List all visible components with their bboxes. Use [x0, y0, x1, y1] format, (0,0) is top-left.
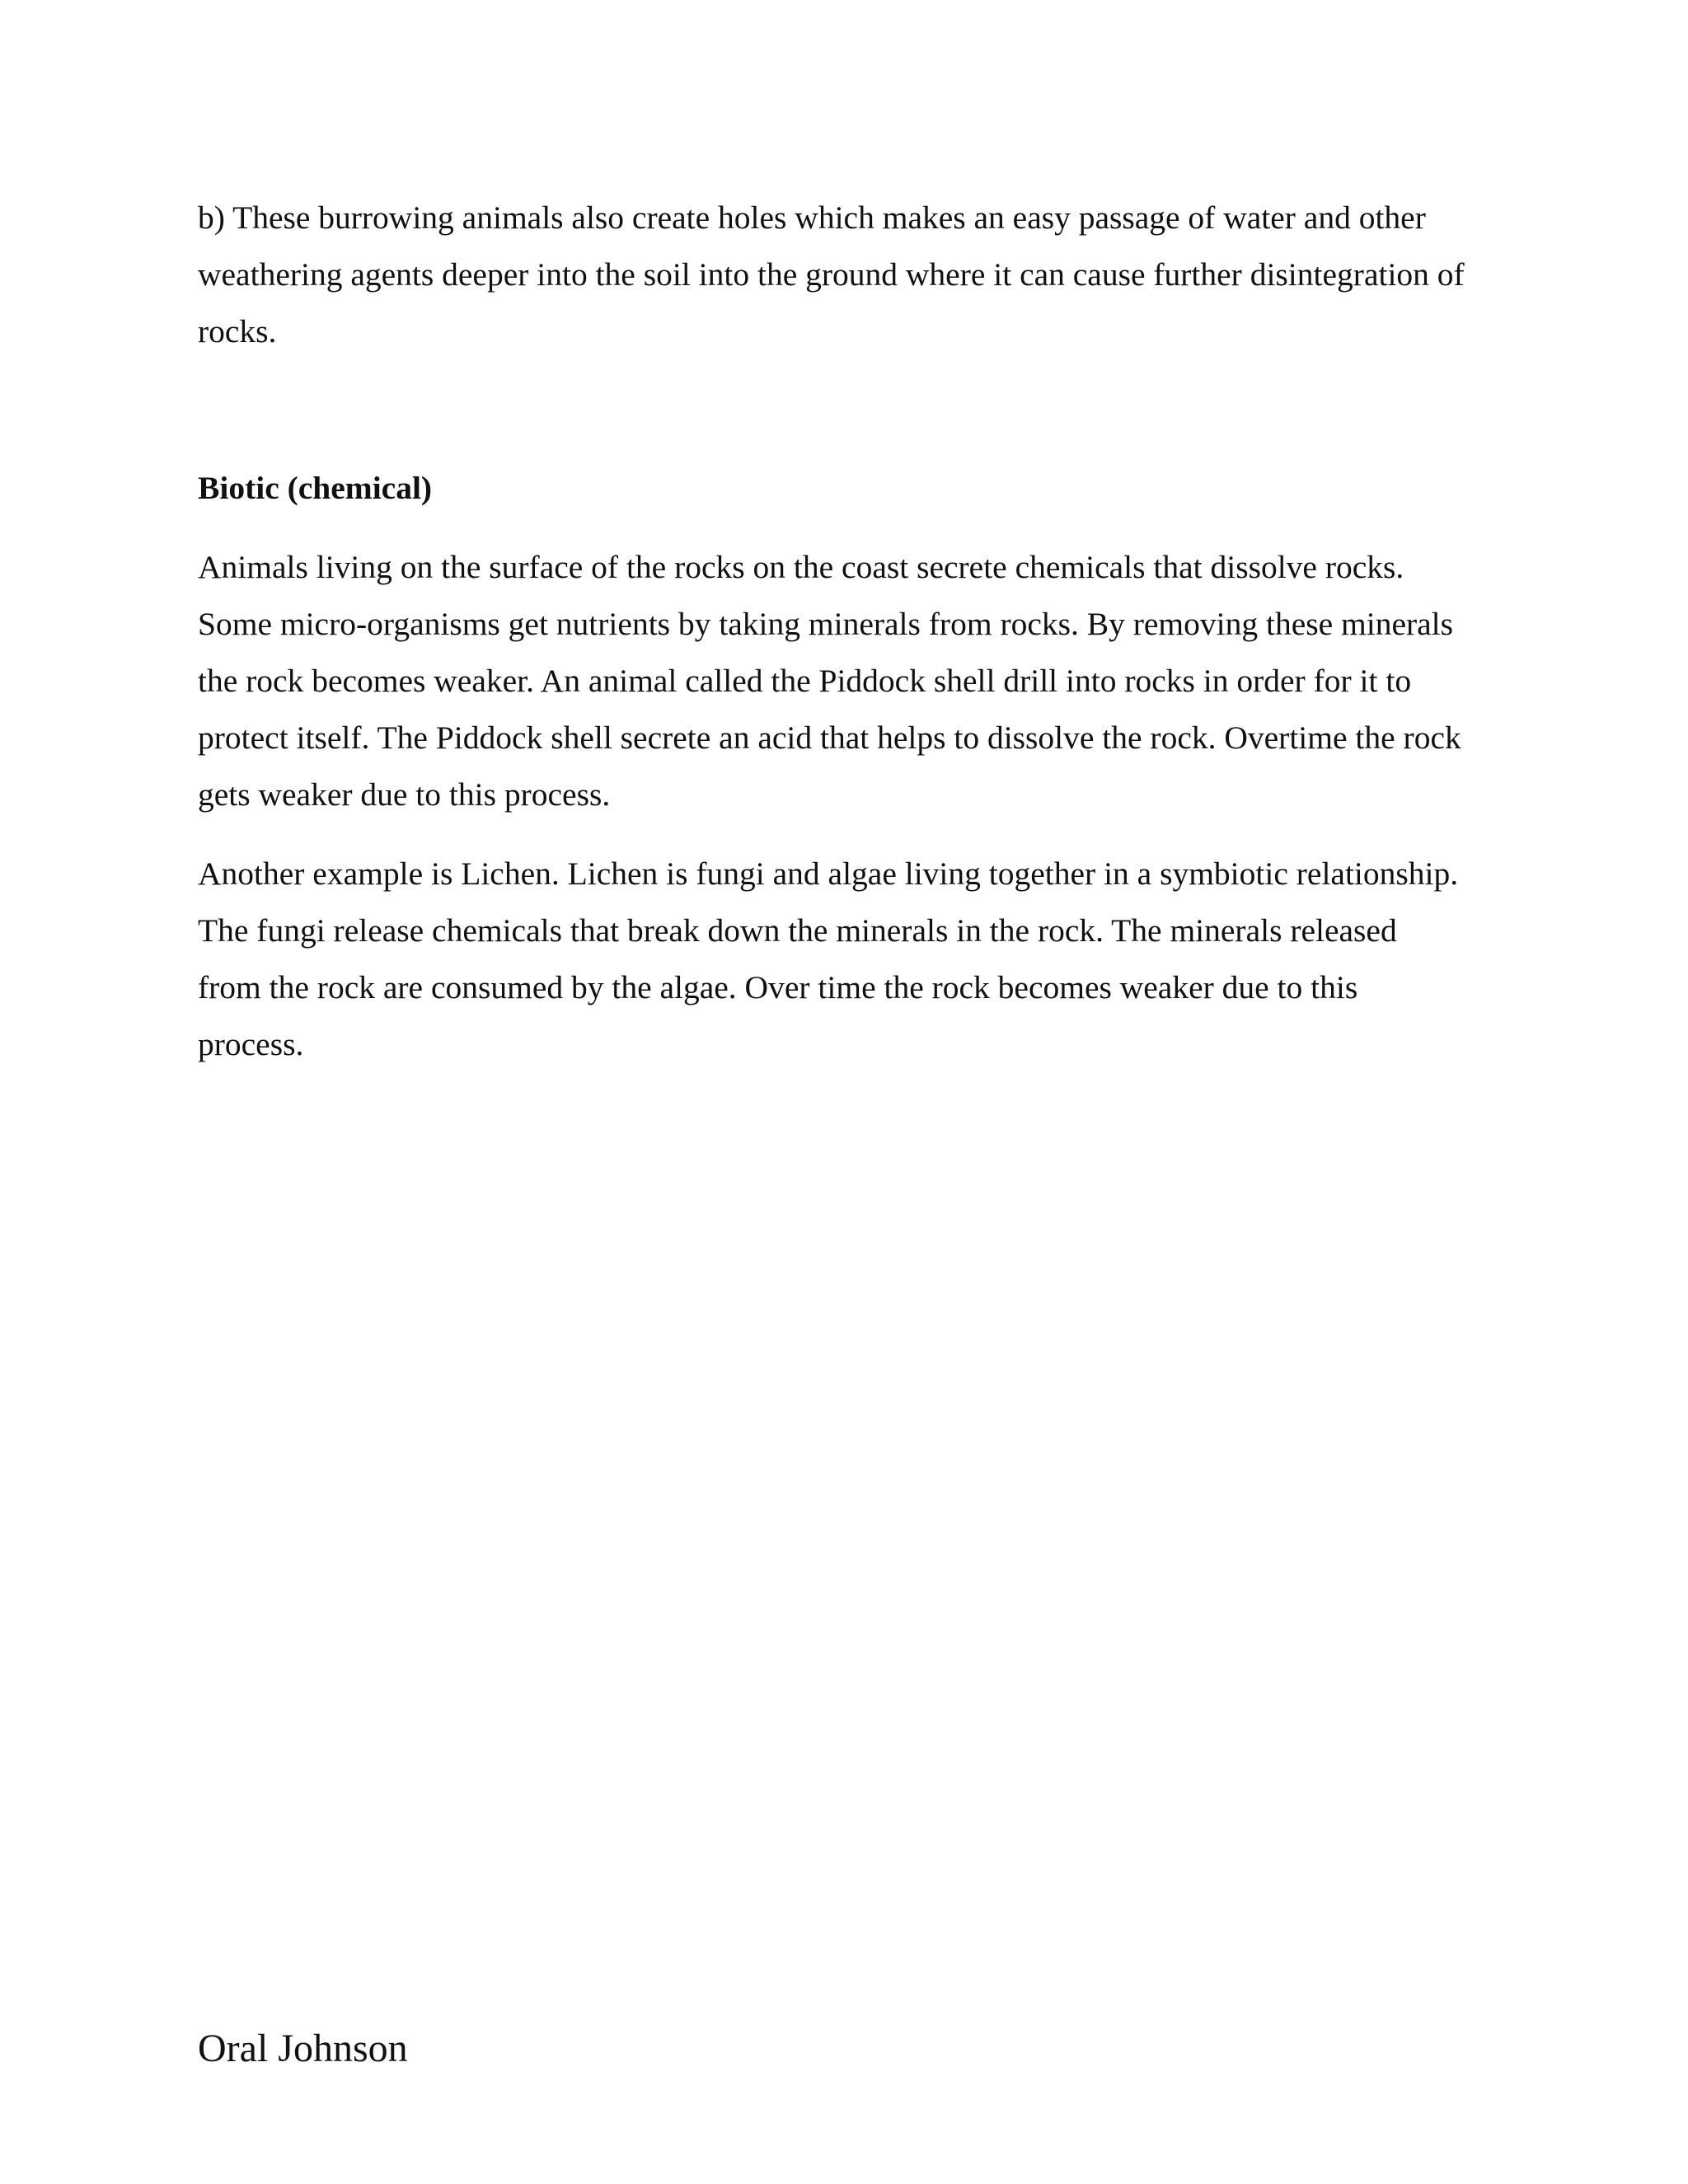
text-line: The fungi release chemicals that break down the minerals in the rock. The minerals released [198, 912, 1397, 949]
paragraph-lichen [198, 846, 1484, 1073]
text-line: Some micro-organisms get nutrients by taking minerals from rocks. By removing these minerals [198, 606, 1454, 642]
text-line: rocks. [198, 313, 277, 349]
text-line: protect itself. The Piddock shell secrete an acid that helps to dissolve the rock. Overtime the rock [198, 719, 1461, 756]
text-line: Another example is Lichen. Lichen is fungi and algae living together in a symbiotic relationship. [198, 855, 1459, 892]
paragraph-burrowing-animals [198, 190, 1484, 360]
text-line: gets weaker due to this process. [198, 776, 611, 813]
text-line: process. [198, 1026, 304, 1062]
author-name: Oral Johnson [198, 2027, 408, 2070]
text-line: weathering agents deeper into the soil into the ground where it can cause further disintegration of [198, 256, 1465, 293]
paragraph-animals-secrete [198, 539, 1484, 823]
text-line: from the rock are consumed by the algae. Over time the rock becomes weaker due to this [198, 969, 1358, 1005]
text-line: the rock becomes weaker. An animal called the Piddock shell drill into rocks in order for it to [198, 663, 1412, 699]
text-line: b) These burrowing animals also create holes which makes an easy passage of water and other [198, 199, 1426, 236]
text-line: Animals living on the surface of the rocks on the coast secrete chemicals that dissolve rocks. [198, 549, 1404, 585]
section-heading: Biotic (chemical) [198, 470, 433, 506]
